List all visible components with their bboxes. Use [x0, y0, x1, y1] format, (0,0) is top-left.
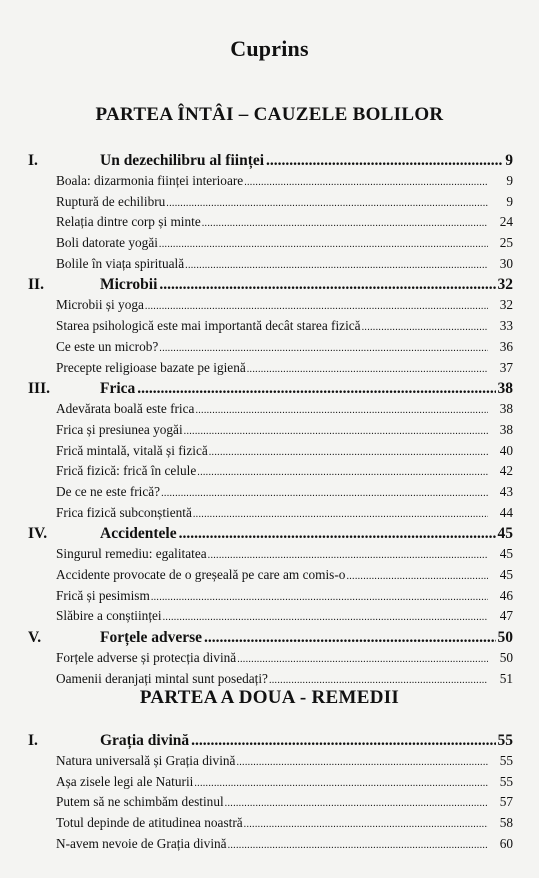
- entry-page: 50: [499, 650, 513, 666]
- entry-page: 42: [499, 463, 513, 479]
- entry-page: 9: [506, 173, 513, 188]
- dot-leader: [137, 380, 495, 398]
- entry-page: 38: [499, 401, 513, 417]
- entry-page: 36: [499, 338, 513, 354]
- entry-title: N-avem nevoie de Grația divină: [56, 835, 227, 851]
- toc-part-2: [28, 732, 513, 856]
- dot-leader: [266, 152, 503, 170]
- toc-entry: [28, 422, 513, 443]
- part-heading-2: PARTEA A DOUA - REMEDII: [139, 687, 400, 708]
- dot-leader: [236, 757, 488, 768]
- dot-leader: [166, 198, 488, 209]
- dot-leader: [159, 276, 495, 294]
- toc-entry: [28, 235, 513, 256]
- page-title: Cuprins: [230, 36, 309, 61]
- entry-page: 57: [499, 794, 513, 810]
- dot-leader: [244, 819, 488, 830]
- entry-title: Slăbire a conștiinței: [56, 608, 162, 624]
- dot-leader: [202, 218, 488, 229]
- dot-leader: [244, 177, 488, 188]
- dot-leader: [159, 239, 488, 250]
- entry-title: Frică fizică: frică în celule: [56, 463, 197, 479]
- entry-title: Starea psihologică este mai importantă decât starea fizică: [56, 318, 361, 334]
- entry-title: Boli datorate yogăi: [56, 235, 158, 251]
- dot-leader: [225, 798, 488, 809]
- dot-leader: [179, 525, 496, 543]
- chapter-row: [28, 732, 513, 753]
- dot-leader: [209, 447, 488, 458]
- toc-entry: [28, 753, 513, 774]
- toc-entry: [28, 463, 513, 484]
- entry-page: 44: [499, 504, 513, 520]
- entry-title: De ce ne este frică?: [56, 483, 161, 499]
- entry-page: 37: [499, 359, 513, 375]
- entry-page: 55: [499, 773, 513, 789]
- dot-leader: [185, 260, 488, 271]
- entry-page: 46: [499, 587, 513, 603]
- toc-entry: [28, 505, 513, 526]
- chapter-row: [28, 380, 513, 401]
- entry-title: Ruptură de echilibru: [56, 193, 166, 209]
- chapter-page: 50: [497, 629, 513, 647]
- dot-leader: [228, 840, 488, 851]
- entry-page: 60: [499, 835, 513, 851]
- toc-entry: [28, 774, 513, 795]
- entry-page: 9: [506, 193, 513, 209]
- entry-page: 30: [499, 255, 513, 271]
- toc-entry: [28, 214, 513, 235]
- chapter-title: Forțele adverse: [100, 629, 202, 647]
- chapter-page: 45: [497, 525, 513, 543]
- dot-leader: [346, 571, 488, 582]
- entry-title: Frică și pesimism: [56, 587, 150, 603]
- toc-entry: [28, 588, 513, 609]
- entry-title: Microbii și yoga: [56, 297, 144, 313]
- entry-page: 55: [499, 753, 513, 768]
- dot-leader: [184, 426, 488, 437]
- entry-title: Boala: dizarmonia ființei interioare: [56, 173, 244, 188]
- entry-title: Totul depinde de atitudinea noastră: [56, 815, 243, 831]
- entry-title: Natura universală și Grația divină: [56, 753, 236, 768]
- chapter-number: IV.: [28, 525, 48, 543]
- entry-page: 24: [499, 214, 513, 230]
- entry-page: 38: [499, 421, 513, 437]
- entry-page: 25: [499, 235, 513, 251]
- entry-page: 33: [499, 318, 513, 334]
- entry-page: 43: [499, 483, 513, 499]
- entry-title: Accidente provocate de o greșeală pe care am comis-o: [56, 567, 346, 582]
- toc-entry: [28, 360, 513, 381]
- toc-entry: [28, 608, 513, 629]
- chapter-title: Grația divină: [100, 732, 190, 749]
- entry-title: Bolile în viața spirituală: [56, 255, 185, 271]
- dot-leader: [151, 592, 488, 603]
- dot-leader: [269, 675, 488, 686]
- dot-leader: [204, 629, 496, 647]
- toc-entry: [28, 443, 513, 464]
- part-heading-1: PARTEA ÎNTÂI – CAUZELE BOLILOR: [95, 104, 444, 125]
- chapter-title: Frica: [100, 380, 136, 398]
- toc-part-1: [28, 152, 513, 691]
- toc-entry: [28, 339, 513, 360]
- toc-entry: [28, 401, 513, 422]
- toc-entry: [28, 567, 513, 588]
- chapter-row: [28, 276, 513, 297]
- dot-leader: [161, 488, 488, 499]
- chapter-page: 55: [497, 732, 513, 749]
- toc-entry: [28, 318, 513, 339]
- entry-title: Putem să ne schimbăm destinul: [56, 794, 224, 810]
- toc-entry: [28, 836, 513, 857]
- chapter-page: 9: [505, 152, 513, 169]
- entry-title: Oamenii deranjați mintal sunt posedați?: [56, 670, 268, 686]
- chapter-title: Microbii: [100, 276, 158, 294]
- toc-entry: [28, 256, 513, 277]
- dot-leader: [362, 322, 488, 333]
- entry-title: Precepte religioase bazate pe igienă: [56, 359, 246, 375]
- toc-entry: [28, 297, 513, 318]
- entry-title: Ce este un microb?: [56, 338, 159, 354]
- entry-page: 47: [499, 608, 513, 624]
- entry-page: 45: [499, 546, 513, 562]
- chapter-number: II.: [28, 276, 44, 294]
- dot-leader: [193, 509, 488, 520]
- chapter-number: III.: [28, 380, 50, 398]
- toc-entry: [28, 815, 513, 836]
- toc-entry: [28, 546, 513, 567]
- chapter-row: [28, 525, 513, 546]
- dot-leader: [145, 301, 488, 312]
- toc-entry: [28, 194, 513, 215]
- entry-title: Frică mintală, vitală și fizică: [56, 442, 208, 458]
- chapter-row: [28, 629, 513, 650]
- chapter-page: 32: [497, 276, 513, 294]
- entry-page: 40: [499, 442, 513, 458]
- entry-title: Frica fizică subconștientă: [56, 504, 192, 520]
- chapter-title: Un dezechilibru al ființei: [100, 152, 265, 169]
- dot-leader: [159, 343, 488, 354]
- entry-title: Singurul remediu: egalitatea: [56, 546, 207, 562]
- chapter-title: Accidentele: [100, 525, 177, 543]
- entry-page: 58: [499, 815, 513, 831]
- entry-title: Frica și presiunea yogăi: [56, 421, 183, 437]
- chapter-row: [28, 152, 513, 173]
- entry-title: Relația dintre corp și minte: [56, 214, 201, 230]
- chapter-page: 38: [497, 380, 513, 398]
- chapter-number: I.: [28, 732, 38, 749]
- entry-title: Așa zisele legi ale Naturii: [56, 773, 194, 789]
- dot-leader: [191, 732, 495, 750]
- entry-page: 45: [499, 567, 513, 582]
- toc-entry: [28, 794, 513, 815]
- entry-title: Adevărata boală este frica: [56, 401, 195, 417]
- chapter-number: V.: [28, 629, 42, 647]
- toc-entry: [28, 484, 513, 505]
- toc-entry: [28, 650, 513, 671]
- dot-leader: [247, 364, 488, 375]
- dot-leader: [195, 405, 488, 416]
- entry-page: 32: [499, 297, 513, 313]
- dot-leader: [197, 467, 488, 478]
- dot-leader: [237, 654, 488, 665]
- entry-title: Forțele adverse și protecția divină: [56, 650, 237, 666]
- dot-leader: [163, 612, 488, 623]
- dot-leader: [208, 550, 488, 561]
- toc-entry: [28, 173, 513, 194]
- dot-leader: [194, 778, 488, 789]
- chapter-number: I.: [28, 152, 38, 169]
- entry-page: 51: [499, 670, 513, 686]
